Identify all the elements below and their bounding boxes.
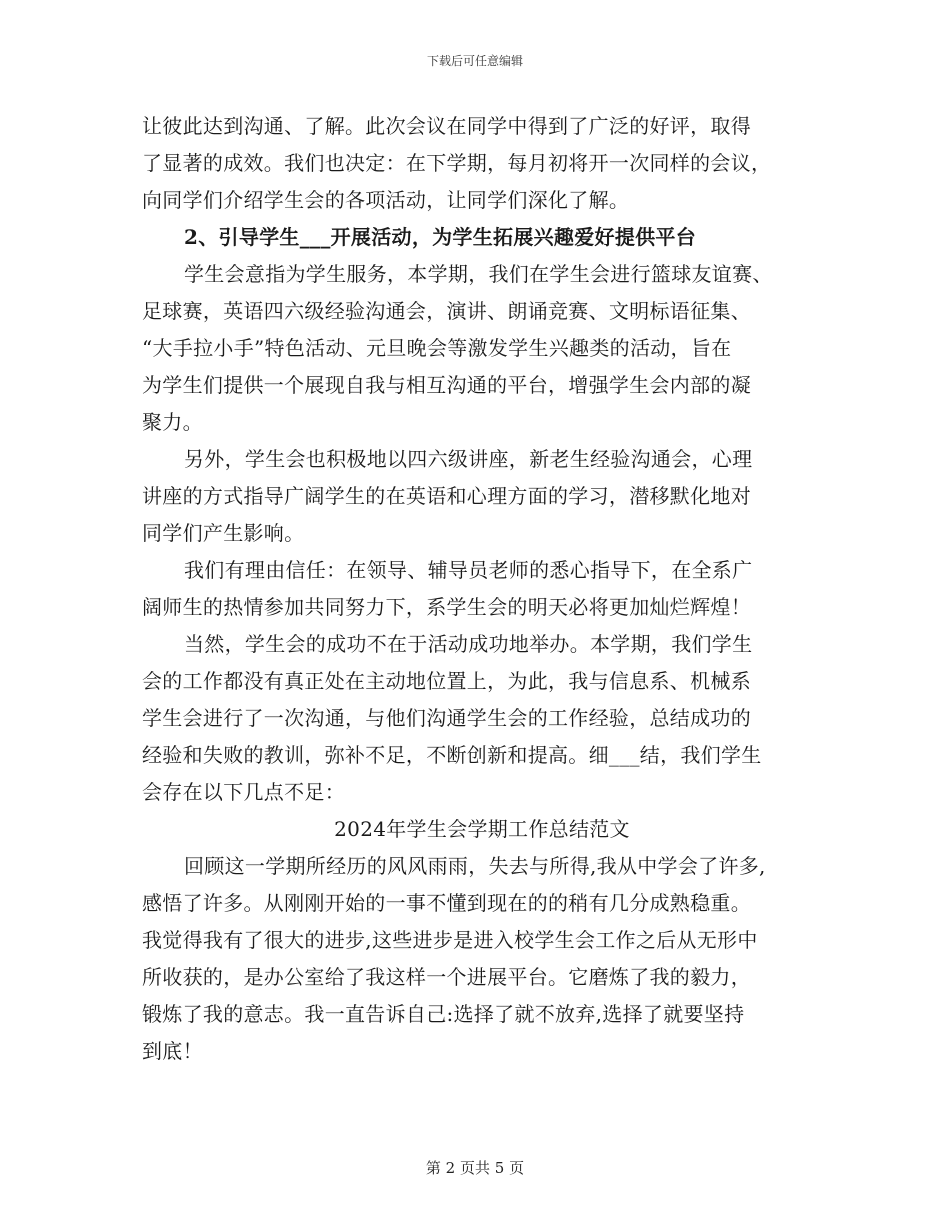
paragraph-line: 感悟了许多。从刚刚开始的一事不懂到现在的的稍有几分成熟稳重。 [142,891,751,915]
paragraph-line: 同学们产生影响。 [142,521,305,545]
paragraph-line: 经验和失败的教训，弥补不足，不断创新和提高。细___结，我们学生 [142,743,762,767]
paragraph-line: 锻炼了我的意志。我一直告诉自己:选择了就不放弃,选择了就要坚持 [142,1002,745,1026]
paragraph-line: 我们有理由信任：在领导、辅导员老师的悉心指导下，在全系广 [184,558,753,582]
paragraph-line: 我觉得我有了很大的进步,这些进步是进入校学生会工作之后从无形中 [142,928,758,952]
paragraph-line: 了显著的成效。我们也决定：在下学期，每月初将开一次同样的会议， [142,151,772,175]
paragraph-line: 到底！ [142,1039,203,1063]
paragraph-line: 另外，学生会也积极地以四六级讲座，新老生经验沟通会，心理 [184,447,753,471]
paragraph-line: 阔师生的热情参加共同努力下，系学生会的明天必将更加灿烂辉煌！ [142,595,751,619]
paragraph-line: 回顾这一学期所经历的风风雨雨，失去与所得,我从中学会了许多, [184,854,766,878]
paragraph-line: 为学生们提供一个展现自我与相互沟通的平台，增强学生会内部的凝 [142,373,751,397]
paragraph-line: 足球赛，英语四六级经验沟通会，演讲、朗诵竞赛、文明标语征集、 [142,299,751,323]
paragraph-line: “大手拉小手”特色活动、元旦晚会等激发学生兴趣类的活动，旨在 [142,336,732,360]
paragraph-line: 学生会进行了一次沟通，与他们沟通学生会的工作经验，总结成功的 [142,706,751,730]
paragraph-line: 所收获的，是办公室给了我这样一个进展平台。它磨炼了我的毅力， [142,965,751,989]
paragraph-line: 会的工作都没有真正处在主动地位置上，为此，我与信息系、机械系 [142,669,751,693]
paragraph-line: 学生会意指为学生服务，本学期，我们在学生会进行篮球友谊赛、 [184,262,773,286]
paragraph-line: 当然，学生会的成功不在于活动成功地举办。本学期，我们学生 [184,632,753,656]
section-heading: 2、引导学生___开展活动，为学生拓展兴趣爱好提供平台 [184,225,697,249]
page-header: 下载后可任意编辑 [426,54,523,68]
document-title: 2024年学生会学期工作总结范文 [334,817,630,841]
paragraph-line: 讲座的方式指导广阔学生的在英语和心理方面的学习，潜移默化地对 [142,484,751,508]
paragraph-line: 让彼此达到沟通、了解。此次会议在同学中得到了广泛的好评，取得 [142,114,751,138]
paragraph-line: 聚力。 [142,410,203,434]
document-body [142,108,822,1070]
paragraph-line: 向同学们介绍学生会的各项活动，让同学们深化了解。 [142,188,630,212]
paragraph-line: 会存在以下几点不足： [142,780,345,804]
page-footer: 第 2 页共 5 页 [425,1159,525,1177]
